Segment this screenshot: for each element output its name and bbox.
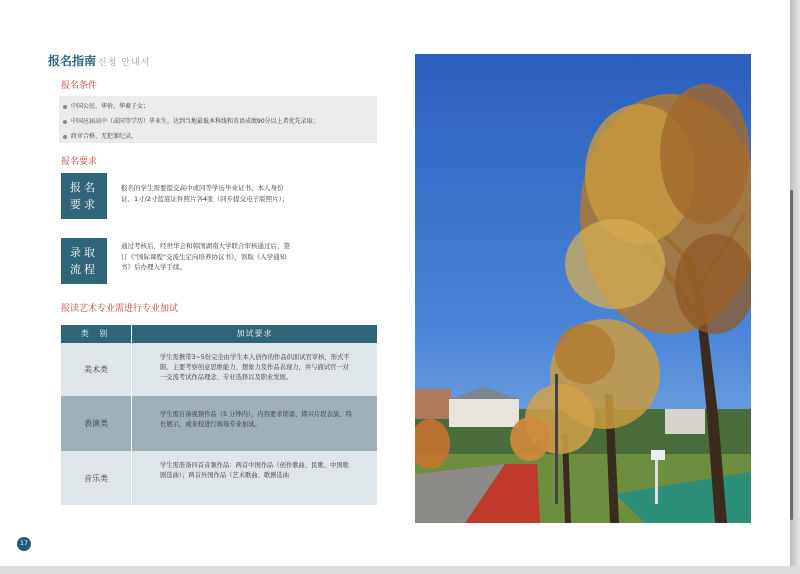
requirement-cell: 学生需准备四首音频作品：两首中国作品（创作歌曲、民歌、中国歌剧选曲）；两首外国作品（艺术歌曲、歌剧选曲 [160,462,349,479]
table-header [61,325,377,343]
campus-photo [415,54,751,523]
conditions-heading: 报名条件 [61,81,98,91]
requirement-cell: 学生需携带3~5份完全由学生本人创作的作品供面试官审核，形式不限。主要考察创意思维能力、想象力及作品表现力，并与面试官一对一交流考试作品理念、专业选择以及职业发展。 [160,354,350,381]
application-requirements-label: 报名 要求 [61,173,107,219]
category-column-header: 类 别 [61,325,132,343]
campus-tree-illustration [415,54,751,523]
table-row [61,396,377,451]
requirement-column-header: 加试要求 [236,329,273,338]
art-exam-table [61,325,377,505]
art-exam-heading: 报读艺术专业需进行专业加试 [61,304,179,314]
vertical-scrollbar[interactable] [790,190,793,520]
condition-item: 政审合格、无犯罪纪录。 [63,129,373,144]
page-bottom-shadow [0,566,800,574]
category-cell: 音乐类 [61,451,132,505]
category-cell: 美术类 [61,343,132,396]
admission-process-text: 通过考核后，经世华会和韩国湖南大学联合审核通过后，签订《"国际课程"交流生定向培养协议书》，领取《入学通知书》后办理入学手续。 [121,242,290,271]
requirements-heading: 报名要求 [61,157,98,167]
conditions-box [59,96,377,143]
condition-item: 中国公民、华侨、华裔子女； [63,99,373,114]
application-requirements-text: 报名的学生需要提交高中或同等学历毕业证书、本人身份证、1寸/2寸蓝底证件照片各4张（同步提交电子版照片）； [121,184,289,203]
admission-process-label: 录取 流程 [61,238,107,284]
category-cell: 表演类 [61,396,132,451]
requirement-cell: 学生需自备视频作品（5 分钟内），内容要求朗诵、即兴片段表演、特长展示，或来校进行现场专业加试。 [160,411,352,428]
table-row [61,451,377,505]
page-title: 报名指南 [48,54,97,68]
table-row [61,343,377,396]
condition-item: 中国应届高中（或同等学历）毕业生，达到当地最低本科线和英语成绩90分以上者优先录取； [63,114,373,129]
page-number-badge: 17 [17,537,31,551]
bullet-icon [63,120,67,124]
page-subtitle-korean: 신청 안내서 [98,58,151,68]
bullet-icon [63,105,67,109]
bullet-icon [63,135,67,139]
